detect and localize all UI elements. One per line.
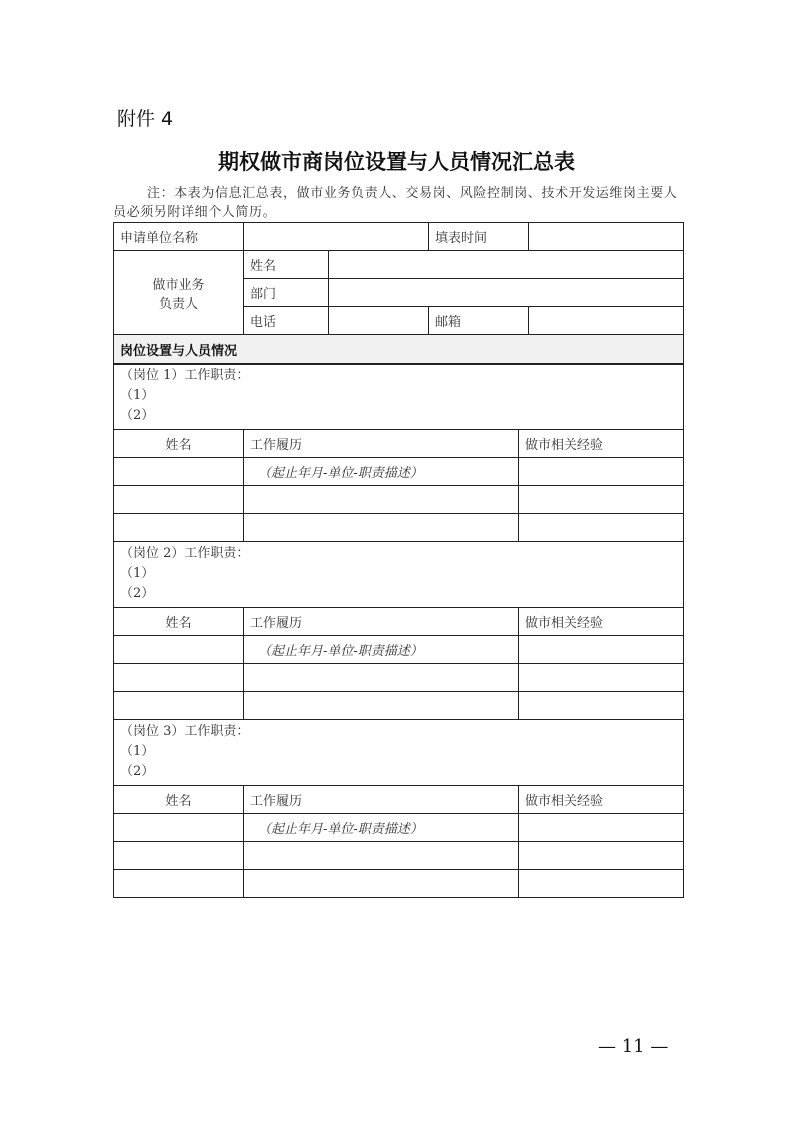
name-cell[interactable] (114, 458, 244, 486)
positions-table (113, 363, 684, 898)
name-cell[interactable] (114, 486, 244, 514)
name-cell[interactable] (114, 692, 244, 720)
page-number: — 11 — (598, 1036, 669, 1057)
history-cell[interactable] (244, 692, 519, 720)
col-history: 工作履历 (244, 430, 519, 458)
table-row (114, 842, 684, 870)
name-field[interactable] (329, 251, 684, 279)
experience-cell[interactable] (519, 664, 684, 692)
experience-cell[interactable] (519, 486, 684, 514)
section-title: 岗位设置与人员情况 (114, 335, 684, 365)
col-history: 工作履历 (244, 608, 519, 636)
applicant-label: 申请单位名称 (114, 223, 244, 251)
table-row (114, 870, 684, 898)
note-text: 注：本表为信息汇总表，做市业务负责人、交易岗、风险控制岗、技术开发运维岗主要人员必须另附详细个人简历。 (113, 186, 678, 220)
duty-item: （1） (120, 388, 155, 403)
applicant-field[interactable] (244, 223, 429, 251)
phone-field[interactable] (329, 307, 429, 335)
col-experience: 做市相关经验 (519, 430, 684, 458)
page-title: 期权做市商岗位设置与人员情况汇总表 (218, 150, 575, 174)
name-cell[interactable] (114, 814, 244, 842)
duty-item: （2） (120, 408, 155, 423)
name-cell[interactable] (114, 842, 244, 870)
fill-date-label: 填表时间 (429, 223, 529, 251)
experience-cell[interactable] (519, 458, 684, 486)
table-row (114, 636, 684, 664)
col-experience: 做市相关经验 (519, 608, 684, 636)
table-row (114, 692, 684, 720)
history-hint[interactable]: （起止年月-单位-职责描述） (244, 814, 519, 842)
history-cell[interactable] (244, 514, 519, 542)
history-hint[interactable]: （起止年月-单位-职责描述） (244, 636, 519, 664)
position-duty[interactable] (114, 720, 684, 786)
experience-cell[interactable] (519, 514, 684, 542)
email-label: 邮箱 (429, 307, 529, 335)
col-name: 姓名 (114, 786, 244, 814)
col-experience: 做市相关经验 (519, 786, 684, 814)
duty-label: （岗位 2）工作职责： (120, 546, 250, 561)
attachment-label: 附件 4 (117, 108, 174, 130)
history-cell[interactable] (244, 870, 519, 898)
table-row (114, 514, 684, 542)
experience-cell[interactable] (519, 842, 684, 870)
duty-label: （岗位 1）工作职责： (120, 368, 250, 383)
dept-label: 部门 (244, 279, 329, 307)
position-duty[interactable] (114, 364, 684, 430)
col-name: 姓名 (114, 430, 244, 458)
table-row (114, 486, 684, 514)
col-name: 姓名 (114, 608, 244, 636)
duty-item: （1） (120, 566, 155, 581)
table-row (114, 814, 684, 842)
head-label (114, 251, 244, 335)
duty-item: （2） (120, 764, 155, 779)
duty-label: （岗位 3）工作职责： (120, 724, 250, 739)
fill-date-field[interactable] (529, 223, 684, 251)
phone-label: 电话 (244, 307, 329, 335)
experience-cell[interactable] (519, 870, 684, 898)
experience-cell[interactable] (519, 692, 684, 720)
experience-cell[interactable] (519, 636, 684, 664)
name-cell[interactable] (114, 870, 244, 898)
applicant-info-table (113, 222, 684, 365)
email-field[interactable] (529, 307, 684, 335)
position-duty[interactable] (114, 542, 684, 608)
dept-field[interactable] (329, 279, 684, 307)
col-history: 工作履历 (244, 786, 519, 814)
history-cell[interactable] (244, 486, 519, 514)
table-row (114, 664, 684, 692)
head-label-line1: 做市业务 (152, 277, 205, 293)
name-cell[interactable] (114, 664, 244, 692)
history-cell[interactable] (244, 842, 519, 870)
duty-item: （2） (120, 586, 155, 601)
head-label-line2: 负责人 (158, 296, 198, 312)
duty-item: （1） (120, 744, 155, 759)
experience-cell[interactable] (519, 814, 684, 842)
name-cell[interactable] (114, 636, 244, 664)
history-cell[interactable] (244, 664, 519, 692)
name-label: 姓名 (244, 251, 329, 279)
history-hint[interactable]: （起止年月-单位-职责描述） (244, 458, 519, 486)
name-cell[interactable] (114, 514, 244, 542)
table-row (114, 458, 684, 486)
